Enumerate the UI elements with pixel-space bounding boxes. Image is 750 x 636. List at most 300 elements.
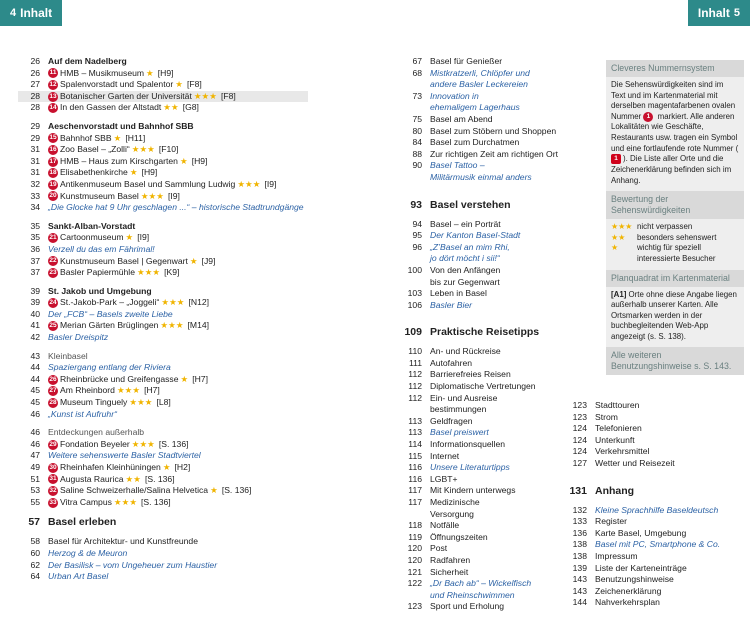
toc-page-number: 94: [412, 218, 422, 229]
toc-entry-label: Geldfragen: [430, 415, 473, 426]
toc-entry[interactable]: [18, 244, 308, 256]
header-title-right: Inhalt: [697, 6, 730, 20]
toc-entry[interactable]: [565, 412, 750, 424]
toc-entry[interactable]: [400, 242, 590, 254]
toc-entry[interactable]: [18, 79, 308, 91]
toc-entry[interactable]: [565, 574, 750, 586]
toc-page-number: 44: [30, 373, 40, 384]
toc-page-number: 117: [408, 497, 422, 507]
toc-entry-label: Radfahren: [430, 554, 471, 565]
rating-stars: ★★★: [116, 385, 141, 396]
toc-entry-label: Stadttouren: [595, 400, 640, 410]
toc-entry-label: St. Jakob und Umgebung: [48, 285, 152, 296]
toc-entry[interactable]: [400, 474, 590, 486]
rating-stars: ★★: [125, 473, 141, 484]
toc-entry[interactable]: [400, 369, 590, 381]
toc-entry-label: Basel – ein Porträt: [430, 218, 501, 229]
toc-page-number: 116: [408, 462, 422, 473]
toc-entry-label: In den Gassen der Altstadt: [60, 102, 162, 113]
toc-entry[interactable]: [18, 320, 308, 332]
map-grid-ref: [S. 136]: [141, 496, 171, 507]
toc-entry[interactable]: [400, 325, 590, 339]
toc-entry-label: Versorgung: [430, 508, 474, 519]
rating-stars: ★: [180, 373, 189, 384]
toc-page-number: 121: [407, 566, 422, 577]
toc-entry-label: Unsere Literaturtipps: [430, 462, 510, 473]
rating-stars: ★★★: [113, 496, 138, 507]
toc-entry-label: Basler Bier: [430, 299, 473, 310]
toc-page-number: 47: [30, 450, 40, 461]
toc-entry[interactable]: [565, 484, 750, 498]
toc-entry[interactable]: [400, 520, 590, 532]
toc-entry-label: jo dört möcht i sii!“: [430, 253, 500, 264]
toc-entry-label: Innovation in: [430, 90, 479, 101]
toc-entry-label: HMB – Musikmuseum: [60, 67, 145, 78]
toc-entry[interactable]: [400, 172, 590, 184]
map-grid-ref: [H7]: [144, 385, 160, 396]
spacer: [400, 191, 590, 198]
toc-entry-label: ehemaligem Lagerhaus: [430, 102, 520, 113]
toc-entry[interactable]: [565, 539, 750, 551]
toc-entry[interactable]: [18, 297, 308, 309]
rating-stars-1: ★: [611, 243, 619, 253]
toc-entry[interactable]: [400, 555, 590, 567]
toc-entry[interactable]: [400, 346, 590, 358]
toc-page-number: 114: [408, 439, 422, 450]
toc-entry[interactable]: [565, 551, 750, 563]
toc-entry[interactable]: [565, 446, 750, 458]
toc-entry-label: An- und Rückreise: [430, 346, 501, 357]
toc-entry-label: Praktische Reisetipps: [430, 326, 540, 339]
toc-page-number: 120: [407, 543, 422, 554]
poi-number-marker: 25: [49, 322, 57, 330]
toc-entry[interactable]: [400, 567, 590, 579]
toc-entry[interactable]: [18, 202, 308, 214]
legend-more-info: Alle weiteren Benutzungshinweise s. S. 143.: [606, 347, 744, 375]
toc-entry-label: Basel am Abend: [430, 113, 493, 124]
map-grid-ref: [M14]: [187, 320, 210, 331]
toc-entry[interactable]: [18, 121, 308, 133]
toc-entry-label: Rheinbrücke und Greifengasse: [60, 373, 179, 384]
toc-entry[interactable]: [400, 102, 590, 114]
legend-title-ratings: Bewertung der Sehenswürdigkeiten: [606, 191, 744, 219]
toc-entry-label: Basel Tattoo –: [430, 160, 485, 171]
toc-entry[interactable]: [400, 149, 590, 161]
toc-page-number: 29: [30, 132, 40, 143]
toc-entry[interactable]: [400, 439, 590, 451]
toc-page-number: 35: [30, 232, 40, 243]
toc-entry[interactable]: [18, 409, 308, 421]
toc-page-number: 123: [572, 411, 587, 422]
toc-entry-label: Wetter und Reisezeit: [595, 457, 675, 468]
map-grid-ref: [S. 136]: [158, 438, 189, 449]
rating-stars: ★★★: [193, 90, 217, 101]
toc-entry-label: Weitere sehenswerte Basler Stadtviertel: [48, 450, 201, 461]
rating-stars: ★★★: [237, 178, 261, 189]
toc-entry[interactable]: [18, 362, 308, 374]
toc-entry[interactable]: [18, 309, 308, 321]
toc-entry[interactable]: [400, 253, 590, 265]
toc-entry[interactable]: [18, 221, 308, 233]
toc-entry[interactable]: [565, 435, 750, 447]
rating-stars: ★: [162, 462, 171, 472]
toc-entry-label: Zur richtigen Zeit am richtigen Ort: [430, 148, 558, 159]
toc-entry[interactable]: [18, 102, 308, 114]
header-left: [0, 0, 62, 26]
toc-entry[interactable]: [18, 397, 308, 409]
poi-number-marker: 17: [49, 157, 57, 165]
toc-entry[interactable]: [400, 601, 590, 613]
toc-page-number: 109: [404, 326, 422, 339]
toc-entry[interactable]: [565, 563, 750, 575]
toc-entry-label: Der Basilisk – vom Ungeheuer zum Haustier: [48, 559, 218, 570]
toc-entry[interactable]: [400, 509, 590, 521]
toc-page-number: 37: [30, 267, 40, 278]
toc-page-number: 96: [412, 241, 422, 252]
toc-entry[interactable]: [400, 288, 590, 300]
poi-number-marker: 28: [49, 398, 57, 406]
toc-page-number: 64: [30, 571, 40, 582]
toc-entry[interactable]: [400, 497, 590, 509]
toc-entry[interactable]: [18, 439, 308, 451]
toc-page-number: 138: [572, 550, 587, 561]
map-grid-ref: [L8]: [156, 397, 171, 408]
map-grid-ref: [F8]: [220, 90, 236, 101]
toc-page-number: 123: [572, 400, 587, 410]
toc-entry[interactable]: [400, 56, 590, 68]
spacer: [18, 114, 308, 121]
poi-number-marker: 15: [49, 134, 57, 142]
toc-entry[interactable]: [400, 358, 590, 370]
toc-entry[interactable]: [400, 277, 590, 289]
poi-number-marker: 32: [49, 486, 57, 494]
spacer: [18, 279, 308, 286]
toc-entry-label: Elisabethenkirche: [60, 167, 128, 178]
legend-title-grid: Planquadrat im Kartenmaterial: [606, 270, 744, 287]
poi-number-marker: 27: [49, 387, 57, 395]
toc-entry-label: Verkehrsmittel: [595, 446, 650, 457]
toc-entry[interactable]: [565, 423, 750, 435]
toc-entry-label: Kunstmuseum Basel: [60, 190, 139, 201]
toc-page-number: 112: [408, 392, 422, 403]
toc-entry[interactable]: [18, 462, 308, 474]
legend-sidebar: [606, 60, 744, 375]
toc-entry-label: Leben in Basel: [430, 288, 487, 299]
toc-entry[interactable]: [400, 91, 590, 103]
spacer: [18, 508, 308, 515]
toc-entry[interactable]: [18, 450, 308, 462]
legend-ratings: ★★★ nicht verpassen ★★ besonders sehenswert ★ wichtig für speziell interessierte Besucher: [611, 222, 717, 263]
poi-number-marker: 33: [49, 498, 57, 506]
toc-entry-label: Mit Kindern unterwegs: [430, 485, 516, 496]
toc-entry-label: Urban Art Basel: [48, 571, 109, 582]
legend-text-numbering: Die Sehenswürdigkeiten sind im Text und im Kartenmaterial mit derselben magentafarbenen ovalen Nummer 1 markiert. Alle anderen Lokalitäten wie Geschäfte, Restaurants usw. tragen ein Symbol und eine fortlaufende rote Nummer (1 ). Die Liste aller Orte und die Zeichenerklärung befinden sich im Anhang.: [611, 80, 739, 185]
toc-page-number: 112: [408, 369, 422, 380]
toc-page-number: 58: [30, 536, 40, 547]
rating-stars: ★★★: [129, 397, 153, 408]
toc-page-number: 40: [30, 308, 40, 319]
toc-page-number: 110: [408, 346, 422, 357]
toc-entry[interactable]: [400, 68, 590, 80]
toc-entry-label: Verzell du das em Fährimal!: [48, 243, 155, 254]
toc-entry-label: Kleine Sprachhilfe Baseldeutsch: [595, 504, 719, 515]
map-grid-ref: [J9]: [201, 255, 216, 266]
spacer: [400, 311, 590, 318]
toc-entry-label: Spaziergang entlang der Riviera: [48, 362, 171, 373]
toc-entry[interactable]: [18, 144, 308, 156]
toc-page-number: 118: [408, 520, 422, 531]
poi-number-marker: 24: [49, 299, 57, 307]
toc-entry-label: „Z’Basel an mim Rhi,: [430, 241, 510, 252]
toc-page-number: 31: [30, 144, 40, 155]
rating-stars: ★: [189, 255, 198, 266]
spacer: [400, 184, 590, 191]
toc-page-number: 39: [30, 297, 40, 308]
toc-entry-label: Spalenvorstadt und Spalentor: [60, 79, 174, 90]
toc-entry[interactable]: [400, 160, 590, 172]
poi-number-marker: 13: [49, 92, 57, 100]
toc-entry[interactable]: [18, 133, 308, 145]
toc-entry-label: HMB – Haus zum Kirschgarten: [60, 155, 178, 166]
poi-number-marker: 16: [49, 145, 57, 153]
toc-entry[interactable]: [400, 300, 590, 312]
poi-number-marker: 21: [49, 234, 57, 242]
toc-entry[interactable]: [565, 505, 750, 517]
toc-page-number: 46: [30, 438, 40, 449]
rating-stars: ★: [125, 232, 134, 243]
toc-entry-label: Kleinbasel: [48, 350, 88, 361]
toc-page-number: 45: [30, 397, 40, 408]
rating-stars: ★★★: [140, 190, 164, 201]
page-number-right: 5: [733, 7, 740, 19]
toc-entry[interactable]: [18, 515, 308, 529]
toc-page-number: 53: [30, 485, 40, 496]
toc-page-number: 42: [30, 332, 40, 343]
toc-page-number: 123: [407, 601, 422, 612]
toc-page-number: 45: [30, 385, 40, 396]
toc-entry-label: Basel zum Stöbern und Shoppen: [430, 125, 557, 136]
rating-stars: ★: [179, 155, 188, 166]
map-grid-ref: [H9]: [157, 67, 174, 78]
venue-marker-sample: 1: [611, 154, 621, 164]
toc-entry[interactable]: [400, 381, 590, 393]
toc-entry[interactable]: [400, 393, 590, 405]
toc-page-number: 32: [30, 178, 40, 189]
toc-page-number: 67: [412, 56, 422, 66]
toc-page-number: 124: [572, 434, 587, 445]
toc-entry[interactable]: [18, 179, 308, 191]
toc-entry[interactable]: [400, 137, 590, 149]
toc-page-number: 46: [30, 427, 40, 438]
map-grid-ref: [I9]: [137, 232, 150, 243]
toc-entry[interactable]: [18, 571, 308, 583]
rating-stars-3: ★★★: [611, 222, 633, 232]
toc-page-number: 90: [412, 160, 422, 171]
toc-entry[interactable]: [400, 265, 590, 277]
toc-entry[interactable]: [18, 560, 308, 572]
toc-page-number: 51: [30, 473, 40, 484]
map-grid-ref: [H11]: [125, 132, 146, 143]
toc-entry[interactable]: [18, 191, 308, 203]
toc-entry-label: Post: [430, 543, 448, 554]
spacer: [565, 470, 750, 477]
map-grid-ref: [F8]: [186, 79, 202, 90]
toc-entry[interactable]: [400, 79, 590, 91]
poi-number-marker: 23: [49, 268, 57, 276]
toc-page-number: 31: [30, 155, 40, 166]
toc-entry[interactable]: [400, 451, 590, 463]
toc-entry[interactable]: [18, 485, 308, 497]
toc-entry[interactable]: [18, 232, 308, 244]
spacer: [565, 498, 750, 505]
toc-entry[interactable]: [18, 497, 308, 509]
toc-entry[interactable]: [18, 286, 308, 298]
toc-page-number: 144: [572, 597, 587, 608]
toc-entry-label: Sankt-Alban-Vorstadt: [48, 220, 136, 231]
toc-page-number: 75: [412, 113, 422, 124]
toc-entry[interactable]: [18, 68, 308, 80]
toc-entry[interactable]: [18, 167, 308, 179]
spacer: [565, 477, 750, 484]
toc-page-number: 113: [408, 427, 422, 438]
toc-page-number: 100: [407, 264, 422, 275]
toc-entry[interactable]: [18, 385, 308, 397]
toc-entry[interactable]: [18, 536, 308, 548]
spacer: [18, 529, 308, 536]
map-grid-ref: [F10]: [158, 144, 179, 155]
toc-entry-label: Basel für Architektur- und Kunstfreunde: [48, 536, 198, 547]
toc-entry-label: „Dr Bach ab“ – Wickelfisch: [430, 578, 532, 589]
map-grid-ref: [G8]: [182, 102, 199, 113]
map-grid-ref: [H2]: [174, 462, 191, 472]
toc-entry[interactable]: [400, 114, 590, 126]
toc-entry-label: Merian Gärten Brüglingen: [60, 320, 159, 331]
toc-entry[interactable]: [565, 400, 750, 412]
toc-entry-label: Kunstmuseum Basel | Gegenwart: [60, 255, 188, 266]
toc-page-number: 80: [412, 125, 422, 136]
toc-entry-label: Basel erleben: [48, 516, 117, 529]
toc-entry[interactable]: [400, 462, 590, 474]
map-grid-ref: [I9]: [264, 178, 277, 189]
toc-column-right: [565, 400, 750, 609]
map-grid-ref: [H9]: [141, 167, 158, 178]
map-grid-ref: [H7]: [192, 373, 208, 384]
toc-entry-label: Basler Papiermühle: [60, 267, 135, 278]
toc-entry[interactable]: [18, 332, 308, 344]
toc-page-number: 136: [572, 527, 587, 538]
toc-entry-label: Museum Tinguely: [60, 397, 128, 408]
toc-entry[interactable]: [18, 427, 308, 439]
toc-page-number: 143: [572, 585, 587, 596]
toc-entry-label: Nahverkehrsplan: [595, 597, 660, 608]
toc-page-number: 27: [30, 79, 40, 90]
toc-entry-label: Autofahren: [430, 357, 473, 368]
toc-entry-label: Am Rheinbord: [60, 385, 115, 396]
toc-page-number: 120: [407, 554, 422, 565]
toc-page-number: 139: [572, 562, 587, 573]
toc-entry[interactable]: [18, 374, 308, 386]
toc-entry-label: Basel mit PC, Smartphone & Co.: [595, 539, 721, 550]
toc-entry[interactable]: [18, 156, 308, 168]
toc-entry-label: Benutzungshinweise: [595, 574, 674, 585]
toc-entry[interactable]: [18, 56, 308, 68]
toc-entry[interactable]: [400, 404, 590, 416]
toc-page-number: 37: [30, 255, 40, 266]
spacer: [18, 420, 308, 427]
toc-entry-label: St.-Jakob-Park – „Joggeli“: [60, 297, 160, 308]
toc-page-number: 62: [30, 559, 40, 570]
spacer: [400, 339, 590, 346]
toc-entry[interactable]: [18, 474, 308, 486]
toc-entry-label: „Kunst ist Aufruhr“: [48, 408, 117, 419]
toc-entry[interactable]: [400, 126, 590, 138]
toc-entry[interactable]: [400, 578, 590, 590]
toc-entry[interactable]: [400, 230, 590, 242]
toc-entry[interactable]: [400, 198, 590, 212]
page-number-left: 4: [10, 7, 17, 19]
toc-entry[interactable]: [18, 267, 308, 279]
toc-entry-label: Von den Anfängen: [430, 264, 501, 275]
toc-page-number: 46: [30, 408, 40, 419]
toc-entry-label: Sicherheit: [430, 566, 469, 577]
toc-entry[interactable]: [565, 516, 750, 528]
toc-page-number: 111: [408, 357, 422, 368]
toc-entry[interactable]: [18, 256, 308, 268]
toc-entry[interactable]: [18, 91, 308, 103]
rating-stars: ★★★: [131, 144, 155, 155]
toc-entry-label: Ein- und Ausreise: [430, 392, 498, 403]
toc-entry-label: Impressum: [595, 550, 638, 561]
toc-entry[interactable]: [400, 543, 590, 555]
toc-entry[interactable]: [400, 590, 590, 602]
toc-entry[interactable]: [400, 485, 590, 497]
toc-entry-label: Barrierefreies Reisen: [430, 369, 511, 380]
rating-stars: ★: [175, 79, 183, 90]
toc-page-number: 112: [408, 381, 422, 392]
toc-page-number: 138: [572, 539, 587, 550]
toc-page-number: 124: [572, 423, 587, 434]
toc-entry-label: Rheinhafen Kleinhüningen: [60, 462, 161, 472]
toc-page-number: 88: [412, 148, 422, 159]
poi-marker-sample: 1: [643, 112, 653, 122]
toc-page-number: 41: [30, 320, 40, 331]
toc-entry-label: Antikenmuseum Basel und Sammlung Ludwig: [60, 178, 236, 189]
toc-entry[interactable]: [565, 586, 750, 598]
rating-stars: ★★★: [161, 297, 185, 308]
rating-stars: ★: [146, 67, 154, 78]
toc-entry[interactable]: [565, 597, 750, 609]
toc-entry[interactable]: [400, 219, 590, 231]
toc-entry[interactable]: [400, 532, 590, 544]
toc-entry[interactable]: [565, 458, 750, 470]
toc-entry-label: „Die Glocke hat 9 Uhr geschlagen ...“ – historische Stadtrundgänge: [48, 202, 304, 213]
map-grid-ref: [H9]: [191, 155, 208, 166]
toc-page-number: 143: [572, 574, 587, 585]
toc-entry-label: Basler Dreispitz: [48, 332, 109, 343]
toc-entry-label: Augusta Raurica: [60, 473, 124, 484]
poi-number-marker: 30: [49, 463, 57, 471]
toc-page-number: 103: [407, 288, 422, 299]
toc-entry-label: Basel verstehen: [430, 198, 511, 211]
toc-entry[interactable]: [18, 548, 308, 560]
toc-entry[interactable]: [400, 427, 590, 439]
spacer: [400, 212, 590, 219]
toc-page-number: 122: [407, 578, 422, 589]
toc-entry-label: Der Kanton Basel-Stadt: [430, 230, 521, 241]
toc-entry[interactable]: [400, 416, 590, 428]
toc-entry[interactable]: [565, 528, 750, 540]
toc-entry[interactable]: [18, 351, 308, 363]
